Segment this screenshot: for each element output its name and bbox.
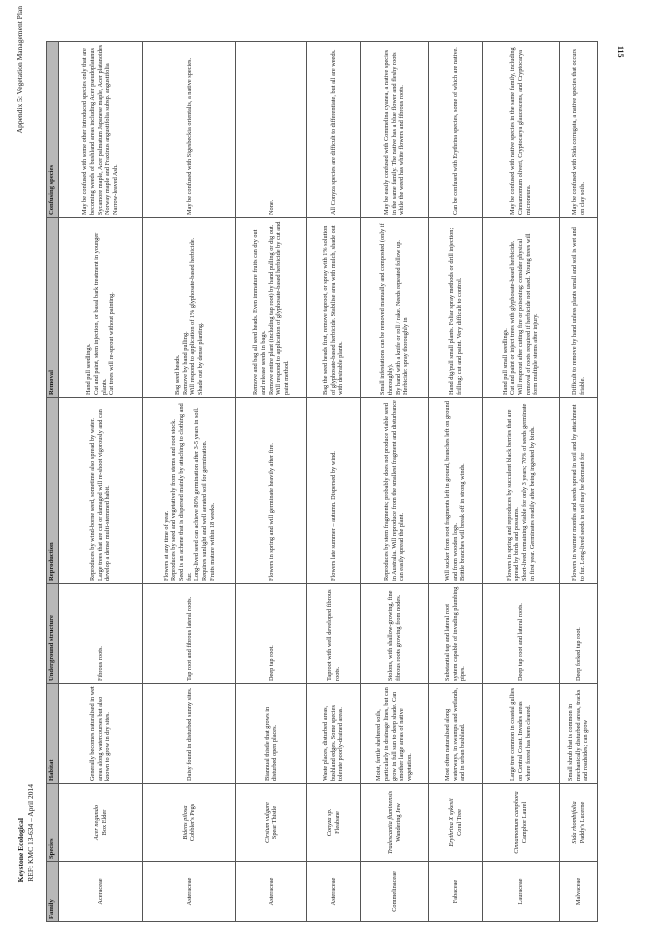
reproduction-cell [143,398,236,584]
reproduction-line: Flowers in warmer months and seeds spread in soil and by attachment to fur. Long-lived seeds in soil may be dormant for [570,404,586,581]
removal-line: Cut and paint, stem injection, or basal bark treatment in younger plants. [92,232,108,395]
column-header: Family [47,862,59,922]
table-row [482,42,560,922]
confusing-species-cell: May be easily confused with Commelina cyanea, a native species in the same family. The native has a blue flower and fleshy roots while the weed has white flowers and fibrous roots. [360,42,429,218]
reproduction-line: Reproduces by wind-borne seed, sometime also spread by water. [89,418,97,581]
habitat-cell: Generally becomes naturalised in wet areas along watercourses but also known to grow in dry sites. [59,684,143,784]
family-cell: Asteraceae [307,862,360,922]
reproduction-line: Seed is an achene that is dispersed mainly by attaching to clothing and fur. [177,403,193,581]
removal-cell [360,218,429,398]
reproduction-cell [560,398,598,584]
removal-line: Small infestations can be removed manually and composted (only if thoroughly). [379,223,394,395]
reproduction-cell [360,398,429,584]
removal-line: Remove by hand pulling. [181,331,189,395]
species-common-name: Fleabane [333,811,341,834]
column-header: Confusing species [47,42,59,218]
table-row [560,42,598,922]
reproduction-cell [236,398,307,584]
removal-line: Herbicide: spray thoroughly in [402,317,410,395]
reproduction-line: Short-lived remaining viable for only 3 years; 70% of seeds germinate in first year. Germinates readily after being ingested by birds. [520,403,536,581]
confusing-species-cell: May be confused with native species in the same family, including Cinnamomum oliveri, Cryptocarya glaucescens, and Cryptocarya microneura. [482,42,560,218]
reproduction-cell [482,398,560,584]
removal-line: Bag seed heads. [174,354,182,395]
removal-line: Bag the seed heads first, remove taproot, or spray with 1% solution of glyphosate-based herbicide. Stabilise area with mulch, shade out with desirable plants. [322,225,345,395]
removal-cell [429,218,482,398]
removal-line: Shade out by dense planting. [197,322,205,395]
family-cell: Asteraceae [236,862,307,922]
species-cell [236,784,307,862]
removal-line: Will respond to application of glyphosate-based herbicide by cut and paint method. [275,221,290,395]
habitat-cell: Waste places, disturbed areas, bushland edges. Some species tolerate poorly-drained areas. [307,684,360,784]
removal-line: Remove and bag all seed heads. Even immature fruits can dry out and release seeds in bags. [252,229,267,395]
species-common-name: Wandering Jew [394,803,402,842]
reproduction-line: Fruits mature within 18 weeks. [208,502,216,581]
reproduction-line: Flowers late summer – autumn. Dispersed by wind. [329,451,337,581]
confusing-species-cell: May be confused with Sida corrugata, a native species that occurs on clay soils. [560,42,598,218]
removal-cell [143,218,236,398]
underground-structure-cell: Substantial tap and lateral root system capable of invading plumbing pipes. [429,584,482,684]
reproduction-line: Brittle branches will break off in strong winds. [459,463,467,581]
page-number: 115 [616,46,625,58]
reproduction-line: Will sucker from root fragments left in ground, branches left on ground and from wooden logs. [444,401,459,581]
removal-line: Will respond to application of 1% glyphosate-based herbicide. [189,237,197,395]
reproduction-cell [429,398,482,584]
removal-line: Will resprout after cutting fire or poisoning; consider physical removal of roots required if herbicide not used. Young trees will form multiple stems after injury. [517,233,540,395]
removal-line: Hand pull seedlings. [85,343,93,395]
table-row [236,42,307,922]
habitat-cell: Biannual thistle that grows in disturbed open places. [236,684,307,784]
reproduction-cell [59,398,143,584]
family-cell: Aceraceae [59,862,143,922]
confusing-species-cell: May be confused with Sigesbeckia orientalis, a native species. [143,42,236,218]
reproduction-line: Reproduces by seed and vegetatively from stems and root stock. [170,419,178,581]
family-cell: Commelinaceae [360,862,429,922]
family-cell: Lauraceae [482,862,560,922]
reproduction-cell [307,398,360,584]
reproduction-line: Reproduces by stem fragments; probably does not produce viable seed in Australia. Will reproduce from the smallest fragment and disturbance can easily spread the plant. [383,400,406,581]
species-scientific-name: Bidens pilosa [181,805,189,840]
species-common-name: Coral Tree [455,809,463,836]
column-header: Species [47,784,59,862]
species-scientific-name: Cirsium vulgare [263,802,271,843]
species-common-name: Box Elder [100,809,108,836]
species-common-name: Paddy's Lucerne [578,801,586,844]
removal-cell [59,218,143,398]
species-cell [360,784,429,862]
page-header: Appendix 5: Vegetation Management Plan [15,6,24,134]
species-scientific-name: Tradescantia fluminensis [386,790,394,855]
species-scientific-name: Conyza sp. [325,808,333,837]
reproduction-line: Flowers at any time of year. [162,510,170,581]
removal-line: Difficult to remove by hand unless plants small and soil is wet and friable. [570,227,586,395]
table-row [429,42,482,922]
reproduction-line: Long-lived seed can achieve 80% germination after 3-5 years in soil. [193,407,201,581]
removal-line: Remove entire plant (including tap root) by hand pulling or dig out. [267,224,275,395]
table-header-row [47,42,59,922]
underground-structure-cell: Deep tap root. [236,584,307,684]
species-cell [560,784,598,862]
species-cell [143,784,236,862]
footer-company: Keystone Ecological [16,817,25,882]
underground-structure-cell: Deep tap root and lateral roots. [482,584,560,684]
underground-structure-cell: Stolons, with shallow-growing, fine fibrous roots growing from nodes. [360,584,429,684]
underground-structure-cell: Taproot with well developed fibrous roots. [307,584,360,684]
reproduction-line: Flowers in spring and will germinate heavily after fire. [267,443,275,581]
underground-structure-cell: Tap root and fibrous lateral roots. [143,584,236,684]
family-cell: Malvaceae [560,862,598,922]
family-cell: Fabaceae [429,862,482,922]
species-scientific-name: Sida rhombifolia [570,801,578,844]
column-header: Reproduction [47,398,59,584]
removal-cell [560,218,598,398]
species-common-name: Spear Thistle [271,805,279,840]
species-scientific-name: Erythrina X sykesii [447,798,455,847]
table-row [360,42,429,922]
confusing-species-cell: May be confused with some other introduced species only that are becoming weeds of bushland areas including Acer pseudoplatanus Sycamore maple, Acer palmatum Japanese maple, Acer platanoides Norway maple and Fraxinus angustifolia subsp. angustifolia Narrow-leaved Ash. [59,42,143,218]
column-header: Underground structure [47,584,59,684]
removal-line: Cut trees will re-sprout without painting. [108,292,116,395]
species-cell [59,784,143,862]
species-cell [482,784,560,862]
habitat-cell: Small shrub that is common in mechanically disturbed areas, tracks and roadsides; can grow [560,684,598,784]
habitat-cell: Moist, fertile sheltered soils, particularly in drainage lines, but can grow in full sun to deep shade. Can smother large areas of native vegetation. [360,684,429,784]
table-body [59,42,598,922]
removal-line: Hand pull small seedlings. [501,328,509,395]
species-common-name: Camphor Laurel [520,801,528,844]
removal-cell [482,218,560,398]
reproduction-line: Requires sunlight and well aerated soil for germination. [200,440,208,581]
habitat-cell: Large tree common in coastal gullies on Central Coast. Invades areas where forest has been cleared. [482,684,560,784]
underground-structure-cell: Deep forked tap root. [560,584,598,684]
underground-structure-cell: Fibrous roots. [59,584,143,684]
weed-species-table [46,41,598,922]
removal-line: Cut and paint or inject trees with glyphosate-based herbicide. [509,240,517,395]
table-row [143,42,236,922]
habitat-cell: Most often naturalised along waterways, in swamps and wetlands, and in urban bushland. [429,684,482,784]
removal-cell [307,218,360,398]
species-cell [429,784,482,862]
table-row [307,42,360,922]
confusing-species-cell: All Conyza species are difficult to differentiate, but all are weeds. [307,42,360,218]
confusing-species-cell: Can be confused with Erythrina species, some of which are native. [429,42,482,218]
species-common-name: Cobbler's Pegs [189,803,197,842]
species-cell [307,784,360,862]
species-scientific-name: Acer negundo [92,804,100,841]
reproduction-line: Large trees that are cut or damaged will re-shoot vigorously and can develop a dense multi-stemmed habit. [96,409,112,581]
removal-cell [236,218,307,398]
removal-line: By hand with a knife or roll / rake. Needs repeated follow up. [394,240,402,395]
removal-line: Hand dig/pull small plants. Foliar spray methods or drill injection; frilling; cut and paint. Very difficult to control. [447,227,463,395]
family-cell: Asteraceae [143,862,236,922]
species-scientific-name: Cinnamomum camphora [513,791,521,854]
habitat-cell: Daisy found in disturbed sunny sites. [143,684,236,784]
reproduction-line: Flowers in spring and reproduces by succulent black berries that are spread by birds and possums. [505,409,521,581]
table-row [59,42,143,922]
weed-species-table-wrapper [46,42,598,922]
footer-reference: REF: KMC 13-634 – April 2014 [26,784,35,882]
confusing-species-cell: None. [236,42,307,218]
column-header: Removal [47,218,59,398]
column-header: Habitat [47,684,59,784]
